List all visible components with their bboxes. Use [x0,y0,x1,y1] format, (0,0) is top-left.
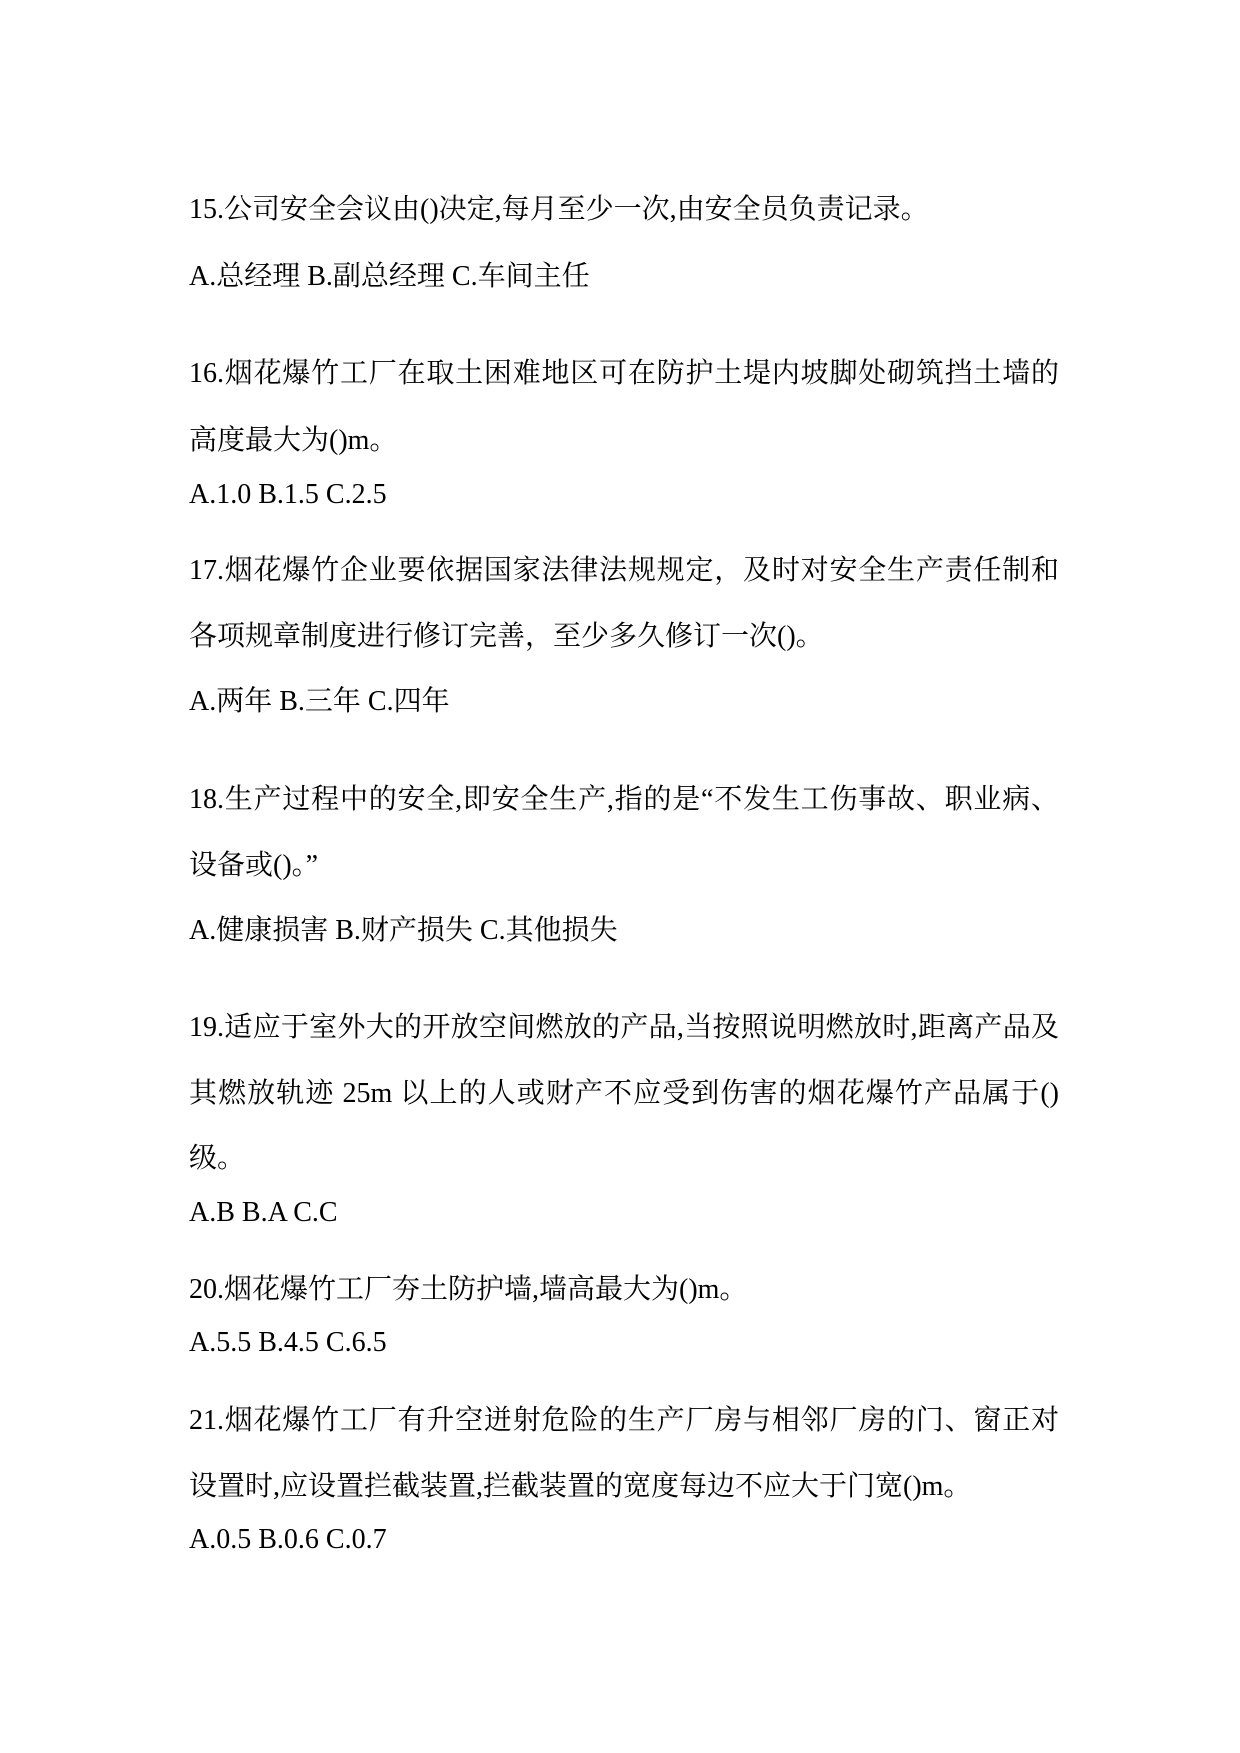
question-options: A.B B.A C.C [189,1197,338,1228]
question-text: 16.烟花爆竹工厂在取土困难地区可在防护土堤内坡脚处砌筑挡土墙的 [189,358,1059,389]
question-text: 设备或()。” [189,850,319,881]
question-options: A.0.5 B.0.6 C.0.7 [189,1524,387,1555]
question-text: 设置时,应设置拦截装置,拦截装置的宽度每边不应大于门宽()m。 [189,1471,972,1502]
question-options: A.健康损害 B.财产损失 C.其他损失 [189,915,618,946]
question-text: 级。 [189,1143,246,1174]
question-text: 其燃放轨迹 25m 以上的人或财产不应受到伤害的烟花爆竹产品属于() [189,1078,1059,1109]
question-text: 19.适应于室外大的开放空间燃放的产品,当按照说明燃放时,距离产品及 [189,1012,1059,1043]
question-text: 高度最大为()m。 [189,425,398,456]
question-text: 各项规章制度进行修订完善，至少多久修订一次()。 [189,621,824,652]
question-options: A.总经理 B.副总经理 C.车间主任 [189,261,590,292]
question-text: 21.烟花爆竹工厂有升空迸射危险的生产厂房与相邻厂房的门、窗正对 [189,1405,1059,1436]
question-text: 17.烟花爆竹企业要依据国家法律法规规定，及时对安全生产责任制和 [189,555,1059,586]
question-options: A.5.5 B.4.5 C.6.5 [189,1327,387,1358]
question-text: 18.生产过程中的安全,即安全生产,指的是“不发生工伤事故、职业病、 [189,784,1059,815]
question-options: A.两年 B.三年 C.四年 [189,686,450,717]
question-options: A.1.0 B.1.5 C.2.5 [189,479,387,510]
question-text: 15.公司安全会议由()决定,每月至少一次,由安全员负责记录。 [189,194,929,225]
question-text: 20.烟花爆竹工厂夯土防护墙,墙高最大为()m。 [189,1274,748,1305]
